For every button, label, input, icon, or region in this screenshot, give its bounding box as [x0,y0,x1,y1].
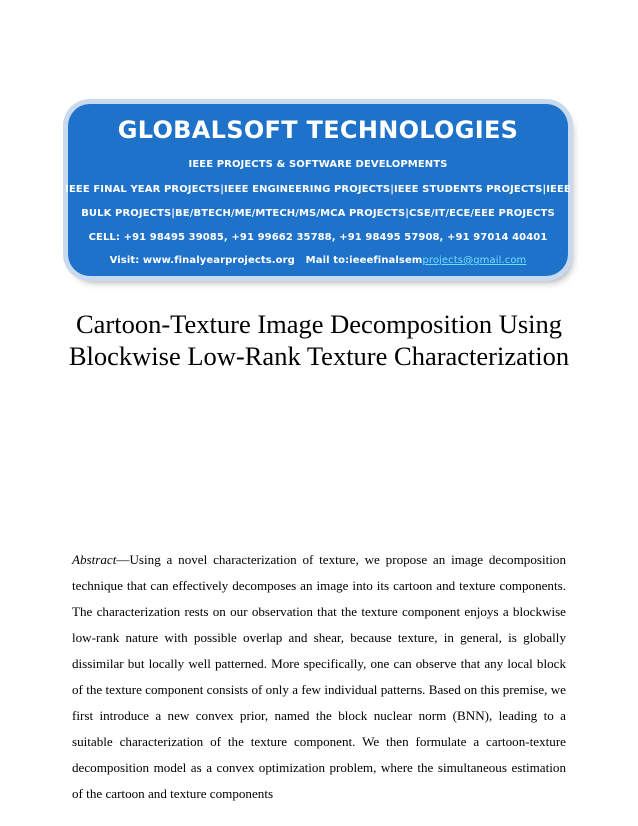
paper-title [20,308,618,372]
banner-projects-line: IEEE FINAL YEAR PROJECTS|IEEE ENGINEERING PROJECTS|IEEE STUDENTS PROJECTS|IEEE [65,184,571,195]
abstract-paragraph [72,547,566,807]
paper-title-line-2: Blockwise Low-Rank Texture Characterization [68,341,570,371]
company-banner [65,104,571,276]
abstract-label: Abstract [72,552,117,567]
email-link[interactable]: projects@gmail.com [422,255,527,266]
abstract-text: —Using a novel characterization of texture, we propose an image decomposition technique that can effectively decomposes an image into its cartoon and texture components. The characterization rests on our observation that the texture component enjoys a blockwise low-rank nature with possible overlap and shear, because texture, in general, is globally dissimilar but locally well patterned. More specifically, one can observe that any local block of the texture component consists of only a few individual patterns. Based on this premise, we first introduce a new convex prior, named the block nuclear norm (BNN), leading to a suitable characterization of the texture component. We then formulate a cartoon-texture decomposition model as a convex optimization problem, where the simultaneous estimation of the cartoon and texture components [72,552,566,801]
banner-courses-line: BULK PROJECTS|BE/BTECH/ME/MTECH/MS/MCA PROJECTS|CSE/IT/ECE/EEE PROJECTS [81,208,555,219]
banner-contact-text: Visit: www.finalyearprojects.org Mail to:ieeefinalsem [109,255,423,266]
banner-phone-line: CELL: +91 98495 39085, +91 99662 35788, +91 98495 57908, +91 97014 40401 [88,232,548,243]
company-name: GLOBALSOFT TECHNOLOGIES [117,116,519,144]
paper-title-line-1: Cartoon-Texture Image Decomposition Using [75,309,563,339]
banner-tagline: IEEE PROJECTS & SOFTWARE DEVELOPMENTS [188,159,448,170]
banner-contact-line [58,255,578,266]
